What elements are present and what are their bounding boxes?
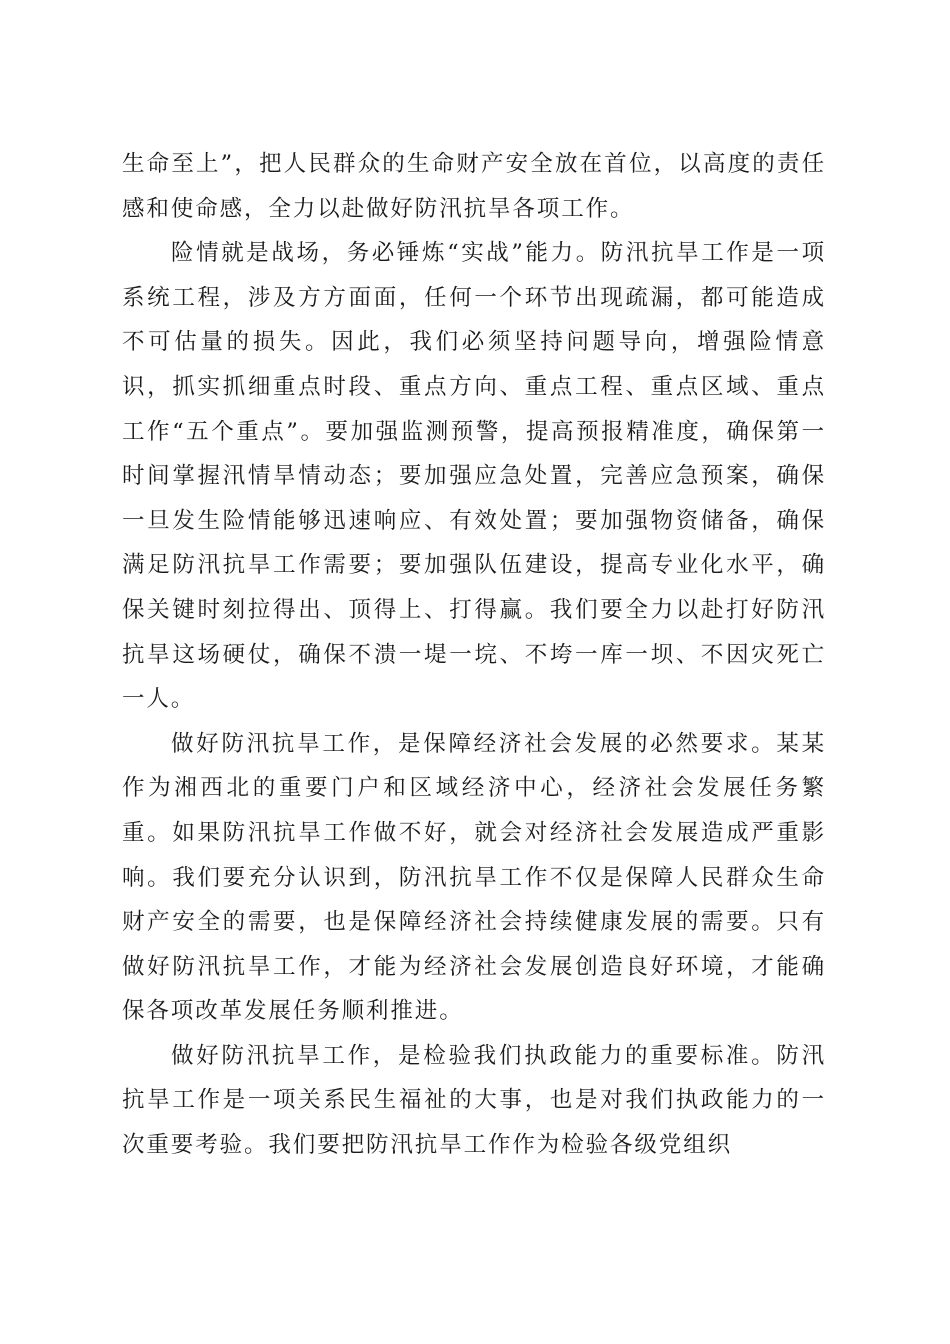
paragraph-governance-standard: 做好防汛抗旱工作，是检验我们执政能力的重要标准。防汛抗旱工作是一项关系民生福祉的大事，也是对我们执政能力的一次重要考验。我们要把防汛抗旱工作作为检验各级党组织 bbox=[122, 1042, 826, 1159]
paragraph-economic-development: 做好防汛抗旱工作，是保障经济社会发展的必然要求。某某作为湘西北的重要门户和区域经济中心，经济社会发展任务繁重。如果防汛抗旱工作做不好，就会对经济社会发展造成严重影响。我们要充分认识到，防汛抗旱工作不仅是保障人民群众生命财产安全的需要，也是保障经济社会持续健康发展的需要。只有做好防汛抗旱工作，才能为经济社会发展创造良好环境，才能确保各项改革发展任务顺利推进。 bbox=[122, 730, 826, 1025]
paragraph-risk-battlefield: 险情就是战场，务必锤炼“实战”能力。防汛抗旱工作是一项系统工程，涉及方方面面，任何一个环节出现疏漏，都可能造成不可估量的损失。因此，我们必须坚持问题导向，增强险情意识，抓实抓细重点时段、重点方向、重点工程、重点区域、重点工作“五个重点”。要加强监测预警，提高预报精准度，确保第一时间掌握汛情旱情动态；要加强应急处置，完善应急预案，确保一旦发生险情能够迅速响应、有效处置；要加强物资储备，确保满足防汛抗旱工作需要；要加强队伍建设，提高专业化水平，确保关键时刻拉得出、顶得上、打得赢。我们要全力以赴打好防汛抗旱这场硬仗，确保不溃一堤一垸、不垮一库一坝、不因灾死亡一人。 bbox=[122, 240, 826, 713]
body-text bbox=[122, 142, 826, 1168]
paragraph-continuation: 生命至上”，把人民群众的生命财产安全放在首位，以高度的责任感和使命感，全力以赴做好防汛抗旱各项工作。 bbox=[122, 151, 826, 222]
